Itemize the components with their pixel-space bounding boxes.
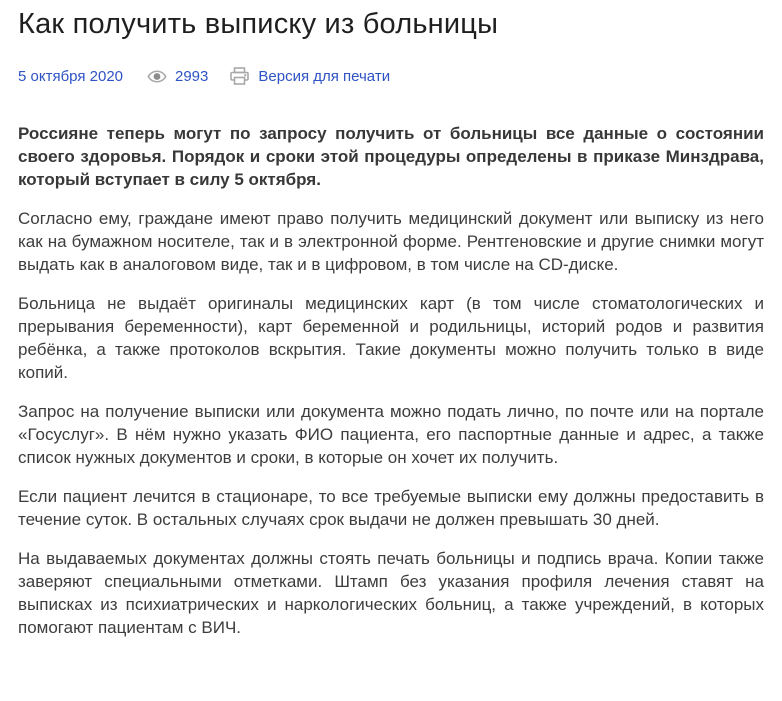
article-body <box>18 122 764 639</box>
page-title: Как получить выписку из больницы <box>18 8 499 40</box>
article-meta-row <box>18 67 764 85</box>
printer-icon <box>230 67 249 85</box>
publish-date: 5 октября 2020 <box>18 67 123 85</box>
print-version-link[interactable] <box>230 67 390 85</box>
eye-icon <box>147 70 167 83</box>
views-counter <box>147 68 208 85</box>
views-count: 2993 <box>175 67 209 85</box>
article-paragraph: Больница не выдаёт оригиналы медицинских карт (в том числе стоматологических и прерывания беременности), карт беременной и родильницы, историй родов и развития ребёнка, а также протоколов вскрытия. Такие документы можно получить только в виде копий. <box>18 294 764 382</box>
article-lead-paragraph: Россияне теперь могут по запросу получить от больницы все данные о состоянии своего здоровья. Порядок и сроки этой процедуры определены в приказе Минздрава, который вступает в силу 5 октября. <box>18 124 764 189</box>
article-paragraph: На выдаваемых документах должны стоять печать больницы и подпись врача. Копии также заверяют специальными отметками. Штамп без указания профиля лечения ставят на выписках из психиатрических и наркологических больниц, а также учреждений, в которых помогают пациентам с ВИЧ. <box>18 549 764 637</box>
article-paragraph: Если пациент лечится в стационаре, то все требуемые выписки ему должны предоставить в течение суток. В остальных случаях срок выдачи не должен превышать 30 дней. <box>18 487 764 529</box>
print-version-label: Версия для печати <box>258 67 391 85</box>
article-paragraph: Запрос на получение выписки или документа можно подать лично, по почте или на портале «Госуслуг». В нём нужно указать ФИО пациента, его паспортные данные и адрес, а также список нужных документов и сроки, в которые он хочет их получить. <box>18 402 764 467</box>
article-paragraph: Согласно ему, граждане имеют право получить медицинский документ или выписку из него как на бумажном носителе, так и в электронной форме. Рентгеновские и другие снимки могут выдать как в аналоговом виде, так и в цифровом, в том числе на CD-диске. <box>18 209 764 274</box>
